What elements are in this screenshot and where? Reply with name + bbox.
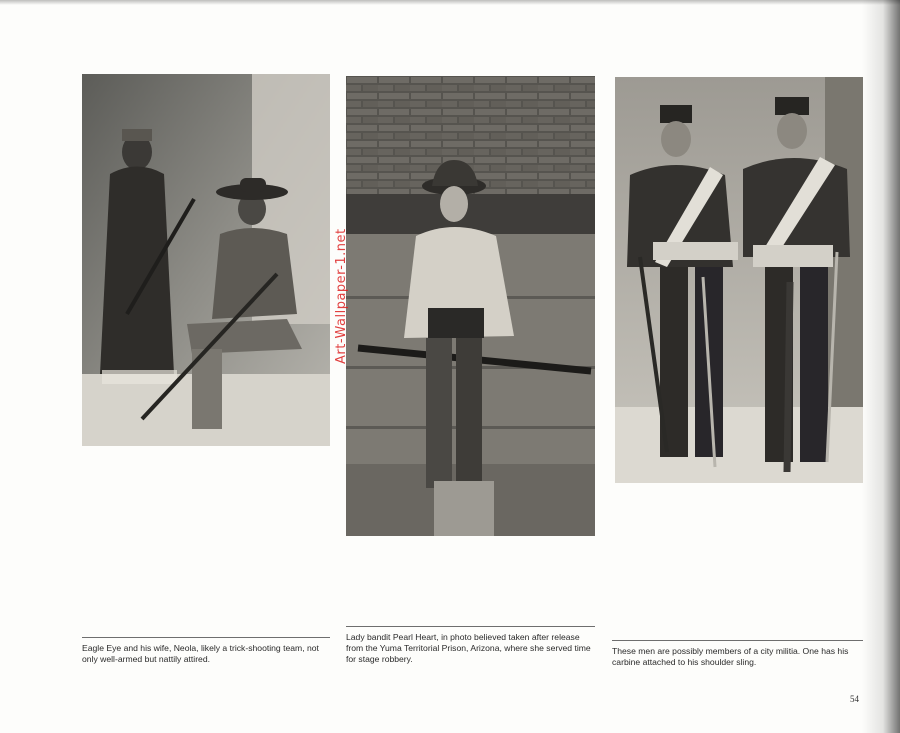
page-top-shadow [0, 0, 900, 5]
caption-rule-right [612, 640, 863, 641]
page-gutter-shadow [862, 0, 900, 733]
caption-rule-left [82, 637, 330, 638]
caption-pearl-heart: Lady bandit Pearl Heart, in photo believed taken after release from the Yuma Territorial Prison, Arizona, where she served time for stage robbery. [346, 632, 591, 664]
page-number: 54 [850, 694, 859, 704]
city-militia-photo [615, 77, 863, 483]
caption-rule-center [346, 626, 595, 627]
caption-eagle-eye: Eagle Eye and his wife, Neola, likely a trick-shooting team, not only well-armed but nattily attired. [82, 643, 319, 664]
eagle-eye-neola-photo [82, 74, 330, 446]
caption-city-militia: These men are possibly members of a city militia. One has his carbine attached to his shoulder sling. [612, 646, 849, 667]
pearl-heart-photo [346, 76, 595, 536]
watermark-text: Art-Wallpaper-1.net [334, 228, 349, 364]
